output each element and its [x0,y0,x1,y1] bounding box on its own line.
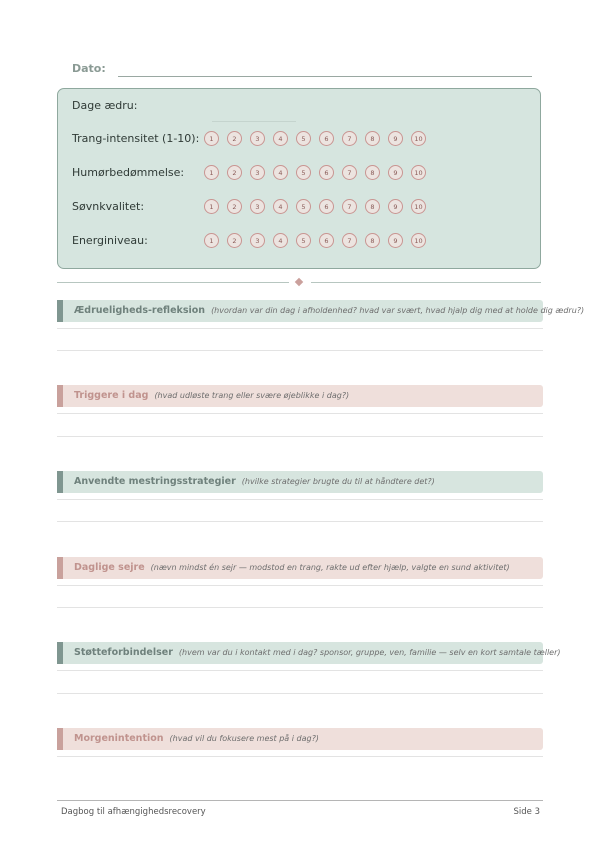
rating-circle-3[interactable]: 3 [250,199,265,214]
rating-circle-7[interactable]: 7 [342,233,357,248]
rating-circle-10[interactable]: 10 [411,233,426,248]
rating-label: Trang-intensitet (1-10): [72,132,200,145]
write-line[interactable] [57,670,543,671]
rating-circle-4[interactable]: 4 [273,199,288,214]
section-accent-bar [57,557,63,579]
section-accent-bar [57,385,63,407]
section-title: Triggere i dag [74,390,149,401]
date-write-line[interactable] [118,76,532,77]
section-accent-bar [57,642,63,664]
rating-circle-2[interactable]: 2 [227,233,242,248]
rating-circle-1[interactable]: 1 [204,233,219,248]
rating-circle-7[interactable]: 7 [342,131,357,146]
rating-row-mood [72,164,532,184]
write-line[interactable] [57,350,543,351]
section-support-connections [57,642,561,664]
rating-label: Humørbedømmelse: [72,166,185,179]
section-hint: (hvem var du i kontakt med i dag? sponsor, gruppe, ven, familie — selv en kort samtale tæller) [178,648,561,657]
rating-circle-5[interactable]: 5 [296,165,311,180]
rating-circle-7[interactable]: 7 [342,199,357,214]
rating-circle-6[interactable]: 6 [319,199,334,214]
rating-circle-6[interactable]: 6 [319,233,334,248]
rating-circle-4[interactable]: 4 [273,165,288,180]
section-accent-bar [57,728,63,750]
write-line[interactable] [57,521,543,522]
rating-circle-10[interactable]: 10 [411,199,426,214]
diamond-ornament-icon [295,278,303,286]
write-line[interactable] [57,585,543,586]
section-hint: (hvad udløste trang eller svære øjeblikke i dag?) [154,391,350,400]
section-hint: (nævn mindst én sejr — modstod en trang, rakte ud efter hjælp, valgte en sund aktivitet) [150,563,510,572]
section-hint: (hvilke strategier brugte du til at håndtere det?) [241,477,435,486]
rating-circle-2[interactable]: 2 [227,131,242,146]
rating-circle-9[interactable]: 9 [388,165,403,180]
divider-line-right [311,282,541,283]
rating-circle-2[interactable]: 2 [227,199,242,214]
section-coping-strategies [57,471,543,493]
section-accent-bar [57,300,63,322]
rating-circle-5[interactable]: 5 [296,131,311,146]
footer-rule [57,800,543,801]
date-row [72,62,532,80]
rating-circle-8[interactable]: 8 [365,131,380,146]
rating-circle-1[interactable]: 1 [204,131,219,146]
rating-circle-3[interactable]: 3 [250,165,265,180]
section-title: Ædrueligheds-refleksion [74,305,206,316]
section-title: Morgenintention [74,733,164,744]
daily-ratings-box [57,88,541,269]
date-label: Dato: [72,62,106,75]
rating-circle-10[interactable]: 10 [411,131,426,146]
rating-circle-8[interactable]: 8 [365,165,380,180]
rating-circle-1[interactable]: 1 [204,199,219,214]
section-sobriety-reflection [57,300,585,322]
rating-circle-7[interactable]: 7 [342,165,357,180]
write-line[interactable] [57,499,543,500]
divider-line-left [57,282,289,283]
section-title: Daglige sejre [74,562,145,573]
rating-row-craving [72,130,532,150]
rating-circle-5[interactable]: 5 [296,233,311,248]
rating-circle-5[interactable]: 5 [296,199,311,214]
section-title: Støtteforbindelser [74,647,173,658]
rating-label: Energiniveau: [72,234,148,247]
days-sober-row [72,97,532,117]
section-triggers [57,385,543,407]
write-line[interactable] [57,413,543,414]
rating-circle-6[interactable]: 6 [319,131,334,146]
rating-circle-3[interactable]: 3 [250,131,265,146]
section-title: Anvendte mestringsstrategier [74,476,236,487]
days-sober-write-line[interactable] [212,121,296,122]
write-line[interactable] [57,328,543,329]
write-line[interactable] [57,693,543,694]
rating-row-sleep [72,198,532,218]
rating-circle-8[interactable]: 8 [365,199,380,214]
write-line[interactable] [57,607,543,608]
rating-circle-10[interactable]: 10 [411,165,426,180]
section-morning-intention [57,728,543,750]
rating-circle-1[interactable]: 1 [204,165,219,180]
write-line[interactable] [57,436,543,437]
section-hint: (hvad vil du fokusere mest på i dag?) [169,734,319,743]
footer-journal-title: Dagbog til afhængighedsrecovery [61,807,206,817]
write-line[interactable] [57,756,543,757]
section-hint: (hvordan var din dag i afholdenhed? hvad var svært, hvad hjalp dig med at holde dig ædru?) [211,306,585,315]
rating-circle-9[interactable]: 9 [388,199,403,214]
rating-label: Søvnkvalitet: [72,200,145,213]
rating-circle-2[interactable]: 2 [227,165,242,180]
rating-circle-8[interactable]: 8 [365,233,380,248]
section-daily-wins [57,557,543,579]
rating-circle-9[interactable]: 9 [388,131,403,146]
section-accent-bar [57,471,63,493]
rating-circle-4[interactable]: 4 [273,233,288,248]
rating-circle-9[interactable]: 9 [388,233,403,248]
rating-circle-3[interactable]: 3 [250,233,265,248]
rating-row-energy [72,232,532,252]
footer-page-number: Side 3 [513,807,540,817]
days-sober-label: Dage ædru: [72,99,138,112]
rating-circle-6[interactable]: 6 [319,165,334,180]
rating-circle-4[interactable]: 4 [273,131,288,146]
